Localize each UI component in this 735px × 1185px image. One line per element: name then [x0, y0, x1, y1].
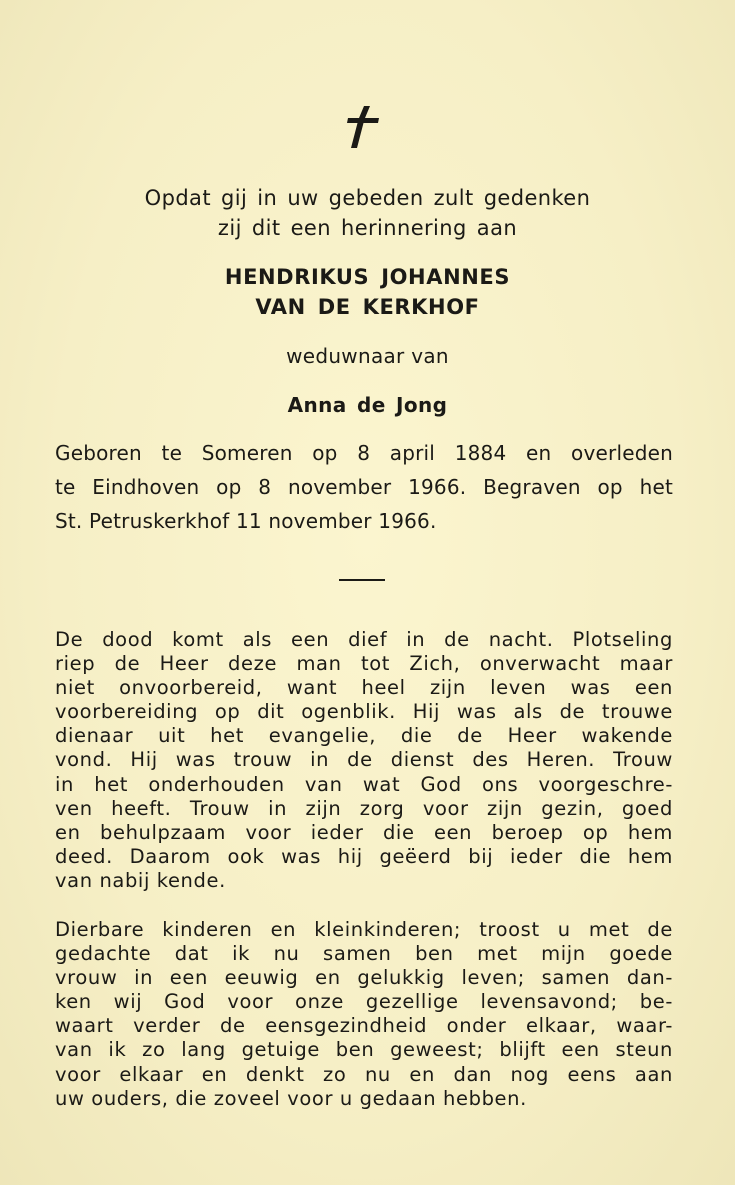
paragraph-line: waart verder de eensgezindheid onder elkaar, waar- — [55, 1014, 673, 1038]
intro-line: Opdat gij in uw gebeden zult gedenken — [144, 186, 591, 210]
paragraph-line: in het onderhouden van wat God ons voorgeschre- — [55, 772, 673, 796]
intro-line: zij dit een herinnering aan — [217, 216, 518, 240]
paragraph-line: van ik zo lang getuige ben geweest; blijft een steun — [55, 1038, 673, 1062]
name-line: VAN DE KERKHOF — [255, 295, 480, 319]
paragraph-line: gedachte dat ik nu samen ben met mijn goede — [55, 942, 673, 966]
paragraph-line: dienaar uit het evangelie, die de Heer wakende — [55, 724, 673, 748]
lifespan-line: te Eindhoven op 8 november 1966. Begraven op het — [55, 475, 673, 499]
paragraph-line: Dierbare kinderen en kleinkinderen; troost u met de — [55, 918, 673, 941]
paragraph-line: ven heeft. Trouw in zijn zorg voor zijn gezin, goed — [55, 796, 673, 820]
paragraph-death — [55, 628, 673, 893]
paragraph-line: uw ouders, die zoveel voor u gedaan hebben. — [55, 1086, 527, 1110]
paragraph-line: De dood komt als een dief in de nacht. Plotseling — [55, 628, 673, 651]
paragraph-line: ken wij God voor onze gezellige levensavond; be- — [55, 990, 673, 1014]
name-line: HENDRIKUS JOHANNES — [224, 265, 511, 289]
paragraph-line: riep de Heer deze man tot Zich, onverwacht maar — [55, 652, 673, 676]
widower-label: weduwnaar van — [286, 344, 449, 368]
cross-icon — [343, 104, 383, 150]
lifespan-line: Geboren te Someren op 8 april 1884 en overleden — [55, 441, 673, 465]
divider — [339, 579, 385, 581]
paragraph-line: vrouw in een eeuwig en gelukkig leven; samen dan- — [55, 966, 673, 990]
lifespan-line: St. Petruskerkhof 11 november 1966. — [55, 509, 437, 533]
paragraph-farewell — [55, 918, 673, 1111]
intro-text — [0, 183, 735, 243]
deceased-name — [0, 262, 735, 322]
lifespan-text — [55, 436, 673, 538]
paragraph-line: voorbereiding op dit ogenblik. Hij was als de trouwe — [55, 700, 673, 724]
paragraph-line: deed. Daarom ook was hij geëerd bij ieder die hem — [55, 844, 673, 868]
spouse-name: Anna de Jong — [287, 393, 448, 417]
paragraph-line: vond. Hij was trouw in de dienst des Heren. Trouw — [55, 748, 673, 772]
paragraph-line: niet onvoorbereid, want heel zijn leven was een — [55, 676, 673, 700]
paragraph-line: en behulpzaam voor ieder die een beroep op hem — [55, 820, 673, 844]
paragraph-line: voor elkaar en denkt zo nu en dan nog eens aan — [55, 1062, 673, 1086]
paragraph-line: van nabij kende. — [55, 868, 226, 892]
